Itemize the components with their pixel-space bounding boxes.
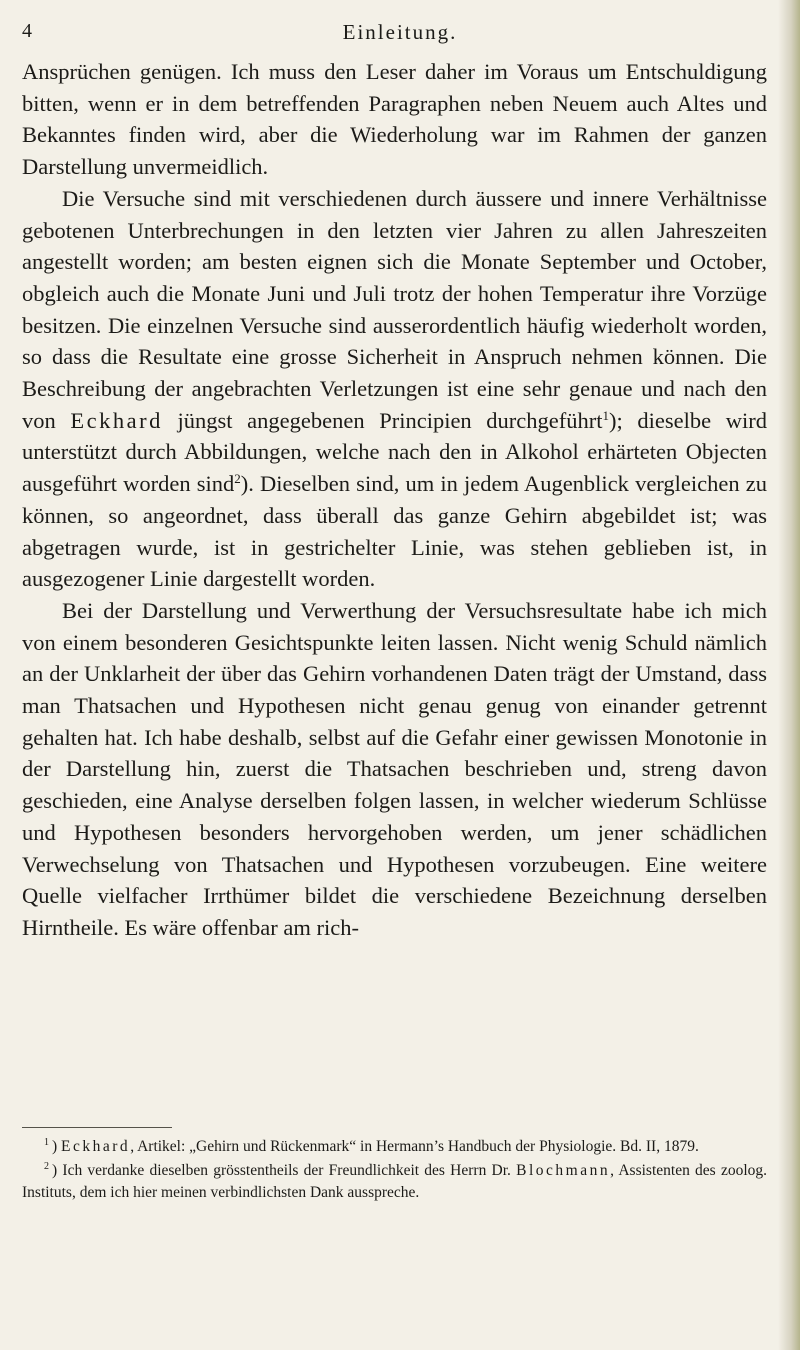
paragraph-2-part-a: Die Versuche sind mit verschiedenen durch äussere und innere Verhältnisse gebotenen Unterbrechungen in den letzten vier Jahren zu allen Jahreszeiten angestellt worden; am besten eignen sich die Monate September und October, obgleich auch die Monate Juni und Juli trotz der hohen Temperatur ihre Vorzüge besitzen. Die einzelnen Versuche sind ausserordentlich häufig wiederholt worden, so dass die Resultate eine grosse Sicherheit in Anspruch nehmen können. Die Beschreibung der angebrachten Verletzungen ist eine sehr genaue und nach den von xyxy=(22,185,767,433)
paragraph-2-part-d: ). Dieselben sind, um in jedem Augenblick vergleichen zu können, so angeordnet, dass überall das ganze Gehirn abgebildet ist; was abgetragen wurde, ist in gestrichelter Linie, was stehen geblieben ist, in ausgezogener Linie dargestellt worden. xyxy=(22,471,768,592)
page-header xyxy=(0,20,800,50)
paragraph-2-part-b: jüngst angegebenen Principien durchgeführt xyxy=(162,407,603,433)
footnote-1-text: , Artikel: „Gehirn und Rückenmark“ in Hermann’s Handbuch der Physiologie. Bd. II, 1879. xyxy=(130,1138,699,1155)
footnote-1 xyxy=(22,1136,767,1159)
footnotes xyxy=(22,1136,767,1206)
footnote-2-mark: 2 xyxy=(44,1160,49,1172)
paragraph-1: Ansprüchen genügen. Ich muss den Leser daher im Voraus um Entschuldigung bitten, wenn er in dem betreffenden Paragraphen neben Neuem auch Altes und Bekanntes finden wird, aber die Wiederholung war im Rahmen der ganzen Darstellung unvermeidlich. xyxy=(22,59,767,180)
footnote-ref-1: 1 xyxy=(602,407,610,423)
paragraph-3: Bei der Darstellung und Verwerthung der Versuchsresultate habe ich mich von einem besonderen Gesichtspunkte leiten lassen. Nicht wenig Schuld nämlich an der Unklarheit der über das Gehirn vorhandenen Daten trägt der Umstand, dass man Thatsachen und Hypothesen nicht genau genug von einander getrennt gehalten hat. Ich habe deshalb, selbst auf die Gefahr einer gewissen Monotonie in der Darstellung hin, zuerst die Thatsachen beschrieben und, streng davon geschieden, eine Analyse derselben folgen lassen, in welcher wiederum Schlüsse und Hypothesen besonders hervorgehoben werden, um jener schädlichen Verwechselung von Thatsachen und Hypothesen vorzubeugen. Eine weitere Quelle vielfacher Irrthümer bildet die verschiedene Bezeichnung derselben Hirntheile. Es wäre offenbar am rich- xyxy=(22,597,767,940)
paragraph-2-part-c: ); dieselbe wird unterstützt durch Abbildungen, welche nach den in Alkohol erhärteten Objecten ausgeführt worden sind xyxy=(22,407,767,497)
footnote-1-paren: ) xyxy=(52,1138,58,1155)
footnote-ref-2: 2 xyxy=(234,471,241,487)
page-number: 4 xyxy=(22,20,32,42)
footnote-divider xyxy=(22,1127,172,1128)
footnote-1-author: Eckhard xyxy=(61,1138,131,1155)
footnote-2-text-b: , Assistenten des zoolog. Instituts, dem ich hier meinen verbindlichsten Dank ausspreche. xyxy=(22,1161,768,1201)
footnote-1-mark: 1 xyxy=(44,1137,49,1148)
main-text xyxy=(22,56,767,944)
footnote-2-text-a: Ich verdanke dieselben grösstentheils der Freundlichkeit des Herrn Dr. xyxy=(62,1161,517,1179)
author-name-eckhard: Eckhard xyxy=(70,407,163,433)
paragraph-2 xyxy=(22,183,767,595)
page-edge-shadow xyxy=(778,0,800,1350)
footnote-2-paren: ) xyxy=(52,1161,58,1179)
footnote-2 xyxy=(22,1160,767,1205)
footnote-2-name: Blochmann xyxy=(516,1161,611,1179)
running-head: Einleitung. xyxy=(342,20,458,44)
